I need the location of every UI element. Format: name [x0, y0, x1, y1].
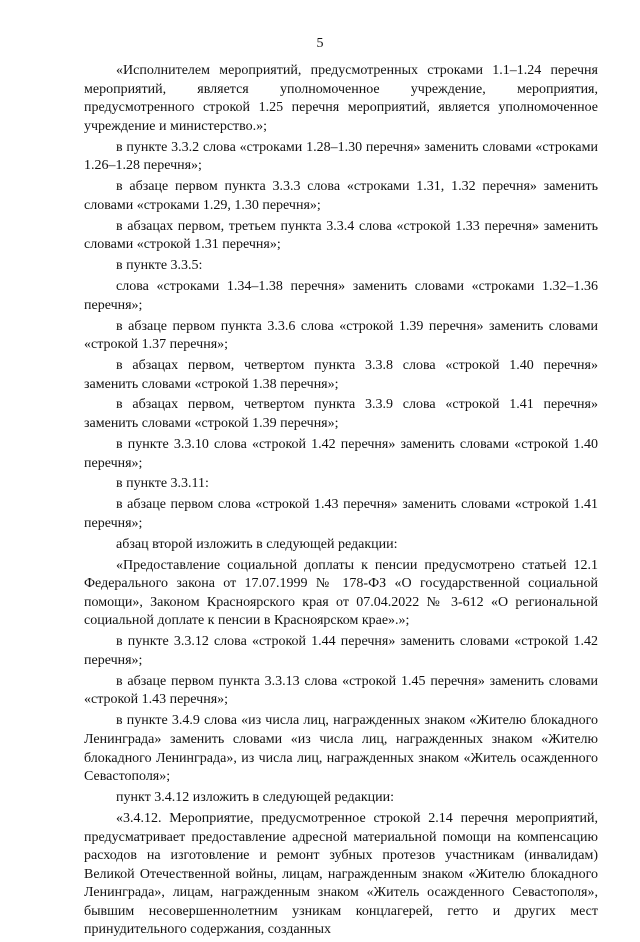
paragraph: в пункте 3.3.5:	[116, 258, 203, 274]
paragraph: в абзацах первом, четвертом пункта 3.3.8 слова «строкой 1.40 перечня» заменить словами «строкой 1.38 перечня»;	[84, 357, 598, 392]
paragraph: в пункте 3.3.2 слова «строками 1.28–1.30 перечня» заменить словами «строками 1.26–1.28 перечня»;	[84, 139, 598, 174]
paragraph: пункт 3.4.12 изложить в следующей редакции:	[116, 790, 394, 806]
paragraph: абзац второй изложить в следующей редакции:	[116, 536, 398, 552]
paragraph: «Исполнителем мероприятий, предусмотренных строками 1.1–1.24 перечня мероприятий, является уполномоченное учреждение, мероприятия, предусмотренного строкой 1.25 перечня мероприятий, является уполномоченное учреждение и министерство.»;	[84, 63, 598, 134]
paragraph: слова «строками 1.34–1.38 перечня» заменить словами «строками 1.32–1.36 перечня»;	[84, 279, 598, 313]
paragraph: «3.4.12. Мероприятие, предусмотренное строкой 2.14 перечня мероприятий, предусматривает предоставление адресной материальной помощи на компенсацию расходов на изготовление и ремонт зубных протезов участникам (инвалидам) Великой Отечественной войны, лицам, награжденным знаком «Жителю блокадного Ленинграда», лицам, награжденным знаком «Житель осажденного Севастополя», бывшим несовершеннолетним узникам концлагерей, гетто и других мест принудительного содержания, созданных	[84, 810, 598, 938]
paragraph: в абзацах первом, третьем пункта 3.3.4 слова «строкой 1.33 перечня» заменить словами «строкой 1.31 перечня»;	[84, 218, 598, 253]
paragraph: в пункте 3.4.9 слова «из числа лиц, награжденных знаком «Жителю блокадного Ленинграда» заменить словами «из числа лиц, награжденных знаком «Жителю блокадного Ленинграда», из числа лиц, награжденных знаком «Житель осажденного Севастополя»;	[84, 713, 598, 785]
document-body	[84, 62, 598, 942]
paragraph: в абзаце первом пункта 3.3.3 слова «строками 1.31, 1.32 перечня» заменить словами «строками 1.29, 1.30 перечня»;	[84, 179, 598, 213]
paragraph: «Предоставление социальной доплаты к пенсии предусмотрено статьей 12.1 Федерального закона от 17.07.1999 № 178-ФЗ «О государственной социальной помощи», Законом Красноярского края от 07.04.2022 № 3-612 «О региональной социальной доплате к пенсии в Красноярском крае».»;	[84, 557, 598, 629]
paragraph: в абзаце первом слова «строкой 1.43 перечня» заменить словами «строкой 1.41 перечня»;	[84, 497, 598, 531]
paragraph: в пункте 3.3.11:	[116, 476, 209, 492]
paragraph: в пункте 3.3.12 слова «строкой 1.44 перечня» заменить словами «строкой 1.42 перечня»;	[84, 634, 598, 668]
paragraph: в пункте 3.3.10 слова «строкой 1.42 перечня» заменить словами «строкой 1.40 перечня»;	[84, 436, 598, 471]
page-number: 5	[316, 36, 324, 51]
paragraph: в абзацах первом, четвертом пункта 3.3.9 слова «строкой 1.41 перечня» заменить словами «строкой 1.39 перечня»;	[84, 397, 598, 432]
paragraph: в абзаце первом пункта 3.3.13 слова «строкой 1.45 перечня» заменить словами «строкой 1.43 перечня»;	[84, 673, 598, 708]
paragraph: в абзаце первом пункта 3.3.6 слова «строкой 1.39 перечня» заменить словами «строкой 1.37 перечня»;	[84, 318, 598, 353]
